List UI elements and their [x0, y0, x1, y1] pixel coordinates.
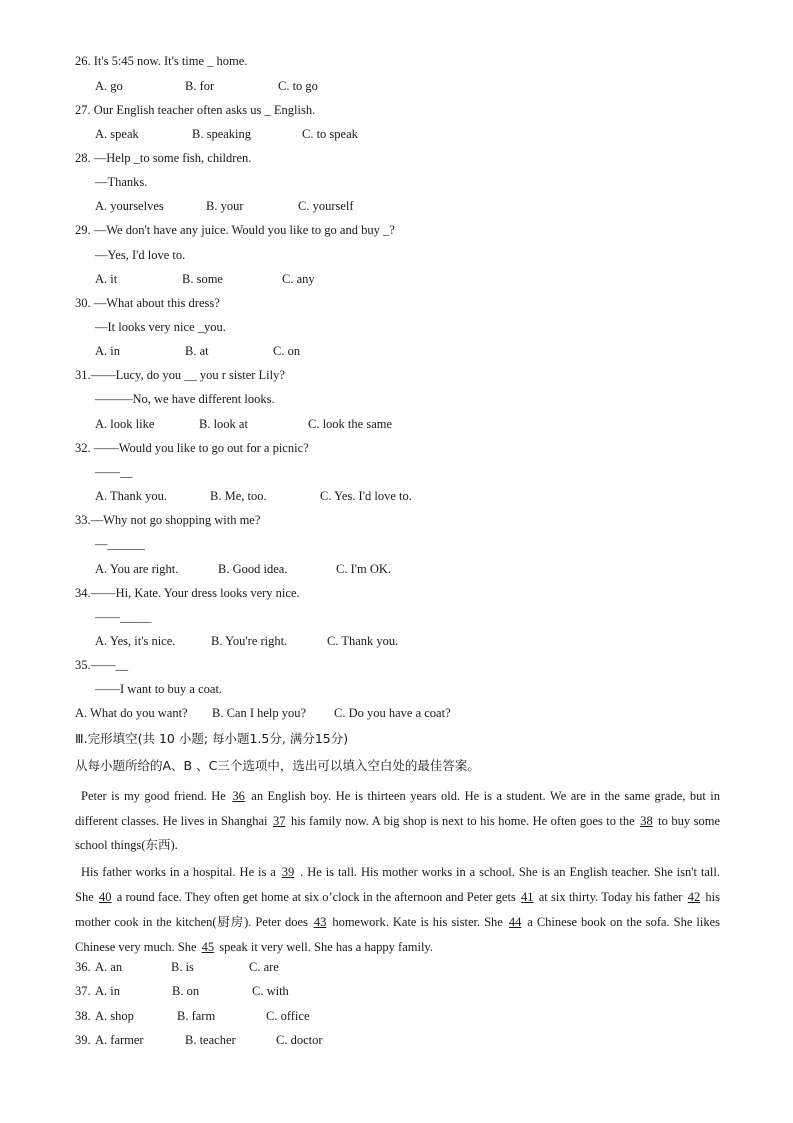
blank-45: 45 [201, 940, 215, 954]
section-heading: Ⅲ.完形填空(共 10 小题; 每小题1.5分, 满分15分) [75, 731, 349, 746]
question-32-option-a: A. Thank you. [95, 489, 167, 503]
question-34-reply: ——_____ [95, 610, 152, 624]
cloze-37-option-c: C. with [252, 984, 289, 998]
question-29-option-a: A. it [95, 272, 118, 286]
question-30-stem: 30. —What about this dress? [75, 296, 220, 310]
passage-paragraph-2: His father works in a hospital. He is a 39 . He is tall. His mother works in a school. She is an English teacher. She isn't tall. She 40 a round face. They often get home at six o’clock in the afternoon and Peter gets 41 at six thirty. Today his father 42 his mother cook in the kitchen(厨房). Peter does 43 homework. Kate is his sister. She 44 a Chinese book on the sofa. She likes Chinese very much. She 45 speak it very well. She has a happy family. [75, 865, 721, 954]
question-31-option-a: A. look like [95, 417, 155, 431]
question-28-option-b: B. your [206, 199, 244, 213]
question-33-option-a: A. You are right. [95, 562, 179, 576]
question-33-reply: —______ [95, 537, 145, 551]
question-31-reply: ———No, we have different looks. [95, 392, 275, 406]
cloze-36-number: 36. [75, 960, 91, 974]
question-32-option-b: B. Me, too. [210, 489, 267, 503]
cloze-36-option-c: C. are [249, 960, 279, 974]
question-28-option-a: A. yourselves [95, 199, 164, 213]
question-30-option-b: B. at [185, 344, 209, 358]
question-32-stem: 32. ——Would you like to go out for a picnic? [75, 441, 309, 455]
question-30-option-c: C. on [273, 344, 301, 358]
question-31-stem: 31.——Lucy, do you __ you r sister Lily? [75, 368, 285, 382]
question-29-stem: 29. —We don't have any juice. Would you like to go and buy _? [75, 223, 395, 237]
question-34-option-c: C. Thank you. [327, 634, 399, 648]
cloze-39-option-c: C. doctor [276, 1033, 323, 1047]
question-33-option-b: B. Good idea. [218, 562, 288, 576]
cloze-38-number: 38. [75, 1009, 91, 1023]
blank-38: 38 [640, 813, 653, 828]
question-34-stem: 34.——Hi, Kate. Your dress looks very nice. [75, 586, 300, 600]
question-33-option-c: C. I'm OK. [336, 562, 392, 576]
question-29-option-c: C. any [282, 272, 315, 286]
cloze-39-option-b: B. teacher [185, 1033, 236, 1047]
question-29-option-b: B. some [182, 272, 223, 286]
question-27-option-b: B. speaking [192, 127, 252, 141]
blank-37: 37 [272, 813, 286, 828]
question-34-option-b: B. You're right. [211, 634, 288, 648]
question-31-option-b: B. look at [199, 417, 248, 431]
question-26-stem: 26. It's 5:45 now. It's time _ home. [75, 54, 248, 68]
question-26-option-b: B. for [185, 79, 215, 93]
question-35-option-c: C. Do you have a coat? [334, 706, 451, 720]
question-35-stem: 35.——__ [75, 658, 129, 672]
question-34-option-a: A. Yes, it's nice. [95, 634, 176, 648]
blank-39: 39 [281, 865, 295, 879]
blank-44: 44 [508, 915, 522, 929]
cloze-37-option-a: A. in [95, 984, 120, 998]
question-26-option-a: A. go [95, 79, 123, 93]
cloze-38-option-c: C. office [266, 1009, 310, 1023]
blank-36: 36 [232, 789, 245, 803]
question-35-option-a: A. What do you want? [75, 706, 188, 720]
passage-paragraph-1: Peter is my good friend. He 36 an English boy. He is thirteen years old. He is a student. We are in the same grade, but in different classes. He lives in Shanghai 37 his family now. A big shop is next to his home. He often goes to the 38 to buy some school things(东西). [75, 789, 720, 852]
question-30-reply: —It looks very nice _you. [95, 320, 226, 334]
question-32-option-c: C. Yes. I'd love to. [320, 489, 412, 503]
question-35-reply: ——I want to buy a coat. [95, 682, 223, 696]
cloze-38-option-b: B. farm [177, 1009, 216, 1023]
blank-42: 42 [687, 890, 701, 904]
question-27-option-c: C. to speak [302, 127, 358, 141]
cloze-38-option-a: A. shop [95, 1009, 134, 1023]
question-28-stem: 28. —Help _to some fish, children. [75, 151, 252, 165]
cloze-37-number: 37. [75, 984, 91, 998]
cloze-36-option-a: A. an [95, 960, 123, 974]
question-28-option-c: C. yourself [298, 199, 354, 213]
question-29-reply: —Yes, I'd love to. [95, 248, 186, 262]
question-27-option-a: A. speak [95, 127, 139, 141]
question-35-option-b: B. Can I help you? [212, 706, 307, 720]
section-instruction: 从每小题所给的A、B 、C三个选项中，选出可以填入空白处的最佳答案。 [75, 758, 480, 773]
question-26-option-c: C. to go [278, 79, 318, 93]
question-32-reply: ——__ [95, 465, 133, 479]
question-33-stem: 33.—Why not go shopping with me? [75, 513, 261, 527]
blank-43: 43 [313, 915, 327, 929]
cloze-37-option-b: B. on [172, 984, 200, 998]
blank-40: 40 [98, 890, 112, 904]
question-28-reply: —Thanks. [95, 175, 148, 189]
question-30-option-a: A. in [95, 344, 120, 358]
cloze-36-option-b: B. is [171, 960, 194, 974]
question-31-option-c: C. look the same [308, 417, 393, 431]
blank-41: 41 [521, 890, 534, 904]
cloze-39-option-a: A. farmer [95, 1033, 144, 1047]
cloze-39-number: 39. [75, 1033, 91, 1047]
question-27-stem: 27. Our English teacher often asks us _ English. [75, 103, 316, 117]
